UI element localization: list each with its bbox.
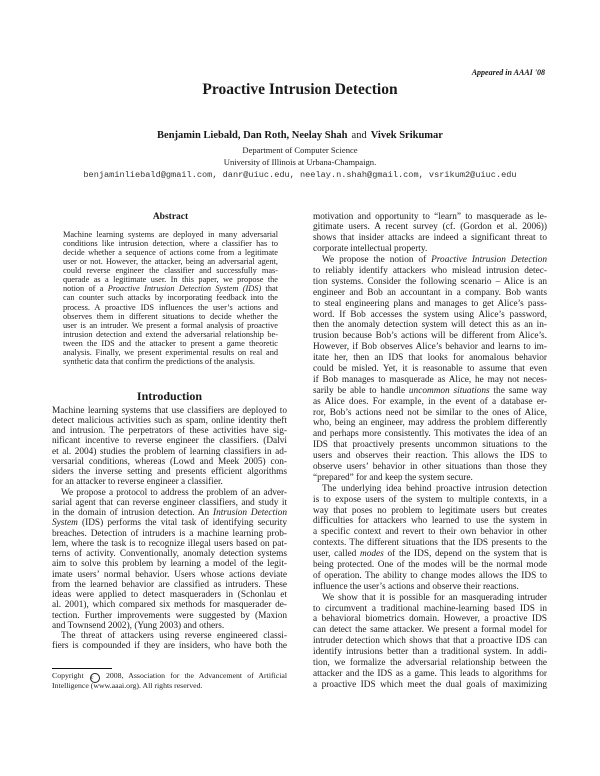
text-line: Machine learning systems that use classifiers are deployed to: [52, 405, 287, 416]
text-line: conditions like intrusion detection, where a classifier has to: [63, 239, 278, 249]
emphasized-term: modes: [360, 549, 384, 560]
text-line: The threat of attackers using reverse engineered classi-: [61, 631, 287, 641]
text-line: user is an intruder. We present a formal analysis of proactive: [63, 320, 278, 330]
text-line: intruder detection which shows that that a proactive IDS can: [313, 636, 547, 647]
text-line: a specific context and revert to their own behavior in other: [313, 527, 547, 538]
text-line: [63, 284, 278, 293]
text-line: shows that insider attacks are indeed a significant threat to: [313, 233, 547, 244]
paragraph: [52, 406, 287, 488]
text-line: “prepared” for and keep the system secure.: [313, 472, 473, 483]
text-line: intrusion detection and extend the adversarial relationship be-: [63, 329, 278, 339]
abstract-body: [63, 230, 278, 366]
emphasized-term: Intrusion Detection: [212, 508, 287, 518]
text-line: and intrusion. The perpetrators of these activities have sig-: [52, 426, 287, 436]
text-line: motivation and opportunity to “learn” to masquerade as le-: [313, 211, 547, 222]
paragraph: [52, 631, 287, 652]
author-list: [0, 130, 600, 141]
text-line: lem, where the task is to recognize illegal users based on pat-: [52, 538, 287, 549]
text-line: could be misled. Yet, it is reasonable to assume that even: [313, 363, 547, 374]
text-line: [313, 549, 547, 560]
author-name-last: Vivek Srikumar: [370, 130, 443, 141]
author-emails: benjaminliebald@gmail.com, danr@uiuc.edu, neelay.n.shah@gmail.com, vsrikum2@uiuc.edu: [83, 170, 517, 180]
text-line: decide whether a sequence of actions come from a legitimate: [63, 248, 278, 258]
copyright-text: 2008, Association for the Advancement of Artificial: [105, 671, 288, 680]
text-line: querade as a legitimate user. In this paper, we propose the: [63, 275, 278, 285]
text-line: then the anomaly detection system will detect this as an in-: [313, 320, 547, 331]
text-line: siders the inverse setting and presents efficient algorithms: [52, 467, 287, 477]
text-segment: of the IDS, depend on the system that is: [383, 549, 547, 560]
text-line: contexts. The different situations that the IDS presents to the: [313, 538, 547, 549]
introduction-heading: Introduction: [136, 389, 203, 403]
text-line: to steal engineering plans and manages to get Alice’s pass-: [313, 298, 547, 309]
text-line: identify intrusions better than a traditional system. In addi-: [313, 647, 547, 658]
paragraph: [313, 212, 547, 256]
text-line: way that poses no problem to legitimate users but creates: [313, 505, 547, 516]
text-segment: that: [261, 284, 278, 294]
text-line: and Townsend 2002), (Yung 2003) and others.: [52, 620, 225, 631]
text-line: sarial agent that can reverse engineer classifiers, and study it: [52, 497, 287, 508]
text-line: et al. 2004) studies the problem of learning classifiers in ad-: [52, 446, 287, 457]
text-line: [313, 386, 547, 397]
text-line: Machine learning systems are deployed in many adversarial: [63, 230, 278, 239]
text-line: detect malicious activities such as spam, online identity theft: [52, 415, 287, 426]
text-line: observe users’ behavior in other situations than those they: [313, 461, 547, 472]
text-line: The underlying idea behind proactive intrusion detection: [322, 483, 547, 494]
text-segment: We propose the notion of: [322, 255, 432, 266]
text-line: for an attacker to reverse engineer a classifier.: [52, 477, 223, 488]
text-line: tion, we formalize the adversarial relationship between the: [313, 658, 547, 669]
text-line: gitimate users. A recent survey (cf. (Gordon et al. 2006)): [313, 222, 547, 233]
text-line: trusion because Bob’s actions will be different from Alice’s.: [313, 331, 547, 342]
text-line: can counter such attacks by incorporating feedback into the: [63, 293, 278, 303]
text-segment: (IDS) performs the vital task of identifying security: [77, 518, 287, 529]
text-segment: notion of a: [63, 284, 108, 294]
text-line: is to expose users of the system to multiple contexts, in a: [313, 494, 547, 505]
text-segment: the same way: [489, 385, 547, 396]
footnote-divider: [52, 668, 112, 669]
copyright-footnote: [52, 671, 287, 691]
introduction-left-column: [52, 406, 287, 652]
text-line: terns of activity. Conventionally, anomaly detection systems: [52, 549, 287, 559]
text-line: versarial conditions, whereas (Lowd and Meek 2005) con-: [52, 456, 287, 467]
text-line: [52, 518, 287, 528]
copyright-line-2: Intelligence (www.aaai.org). All rights reserved.: [52, 681, 203, 690]
venue-note: Appeared in AAAI '08: [471, 68, 545, 77]
text-line: who, being an engineer, may address the problem differently: [313, 418, 547, 429]
text-line: ror, Bob’s actions need not be similar to the ones of Alice,: [313, 407, 547, 418]
affiliation-university: University of Illinois at Urbana-Champaign.: [223, 157, 377, 167]
text-segment: sarily be able to handle: [313, 385, 409, 396]
text-line: difficulties for attackers who learned to use the system in: [313, 516, 547, 527]
text-line: being protected. One of the modes will be the normal mode: [313, 560, 547, 570]
text-line: as Alice does. For example, in the event of a database er-: [313, 396, 547, 407]
text-line: synthetic data that confirm the predictions of the analysis.: [63, 356, 255, 366]
text-line: tection. Further improvements were suggested by (Maxion: [52, 610, 287, 621]
text-line: from the learned behavior are classified as intruders. These: [52, 579, 287, 590]
author-conjunction: and: [351, 130, 367, 141]
paragraph: [313, 255, 547, 484]
text-line: [313, 255, 547, 266]
text-line: IDS that proactively presents uncommon situations to the: [313, 440, 547, 451]
text-line: user or not. However, the attacker, being an adversarial agent,: [63, 257, 278, 267]
text-line: ideas were applied to detect masqueraders in (Schonlau et: [52, 590, 287, 600]
text-line: attacker and the IDS as a game. This leads to algorithms for: [313, 668, 547, 679]
text-line: can detect the same attacker. We present a formal model for: [313, 625, 547, 636]
text-line: aim to solve this problem by learning a model of the legit-: [52, 559, 287, 570]
text-line: imate users’ normal behavior. Users whose actions deviate: [52, 569, 287, 580]
paper-title: Proactive Intrusion Detection: [202, 81, 398, 98]
text-segment: in the domain of intrusion detection. An: [52, 508, 213, 518]
copyright-line-1: [52, 671, 287, 681]
text-line: word. If Bob accesses the system using Alice’s password,: [313, 309, 547, 320]
text-line: a behavioral biometrics domain. However, a proactive IDS: [313, 614, 547, 625]
text-line: of operation. The ability to change modes allows the IDS to: [313, 570, 547, 581]
text-line: process. A proactive IDS influences the user’s actions and: [63, 302, 278, 312]
paragraph: [313, 484, 547, 593]
text-line: al. 2001), which compared six methods for masquerader de-: [52, 600, 287, 611]
text-line: tion systems. Consider the following scenario – Alice is an: [313, 276, 547, 287]
text-line: observes them in different situations to decide whether the: [63, 311, 278, 321]
text-line: [52, 508, 287, 518]
text-line: breaches. Detection of intruders is a machine learning prob-: [52, 528, 287, 539]
text-line: to reliably identify attackers who mislead intrusion detec-: [313, 265, 547, 276]
emphasized-term: uncommon situations: [408, 385, 490, 396]
text-line: a proactive IDS which meet the dual goals of maximizing: [313, 679, 547, 690]
text-line: We show that it is possible for an masquerading intruder: [322, 592, 547, 603]
text-segment: user, called: [313, 549, 361, 560]
text-line: could reverse engineer the classifier and successfully mas-: [63, 266, 278, 276]
text-line: to circumvent a traditional machine-learning based IDS in: [313, 603, 547, 614]
text-line: and perhaps more consistently. This motivates the idea of an: [313, 429, 547, 440]
text-line: analysis. Finally, we present experimental results on real and: [63, 347, 278, 357]
text-line: if Bob manages to masquerade as Alice, he may not neces-: [313, 374, 547, 385]
text-line: fiers is compounded if they are insiders, who have both the: [52, 641, 287, 652]
text-line: users and observes their reaction. This allows the IDS to: [313, 451, 547, 462]
text-line: influence the user’s actions and observe their reactions.: [313, 581, 519, 592]
text-line: tween the IDS and the attacker to present a game theoretic: [63, 338, 278, 348]
author-names: Benjamin Liebald, Dan Roth, Neelay Shah: [157, 130, 348, 141]
text-line: We propose a protocol to address the problem of an adver-: [61, 487, 287, 498]
text-line: nificant incentive to reverse engineer the classifiers. (Dalvi: [52, 436, 287, 447]
text-line: engineer and Bob an accountant in a company. Bob wants: [313, 287, 547, 298]
introduction-right-column: [313, 212, 547, 691]
paragraph: [313, 593, 547, 691]
paragraph: [63, 230, 278, 366]
text-line: itate her, then an IDS that looks for anomalous behavior: [313, 353, 547, 364]
affiliation-department: Department of Computer Science: [242, 145, 358, 155]
emphasized-term: System: [52, 518, 78, 529]
copyright-label: Copyright: [52, 671, 84, 680]
copyright-symbol-icon: c: [90, 673, 100, 683]
emphasized-term: Proactive Intrusion Detection System (IDS): [107, 284, 262, 294]
text-line: corporate intellectual property.: [313, 244, 428, 255]
paragraph: [52, 488, 287, 632]
text-line: However, if Bob observes Alice’s behavior and learns to im-: [313, 342, 547, 353]
emphasized-term: Proactive Intrusion Detection: [431, 255, 547, 266]
abstract-heading: Abstract: [152, 212, 189, 222]
